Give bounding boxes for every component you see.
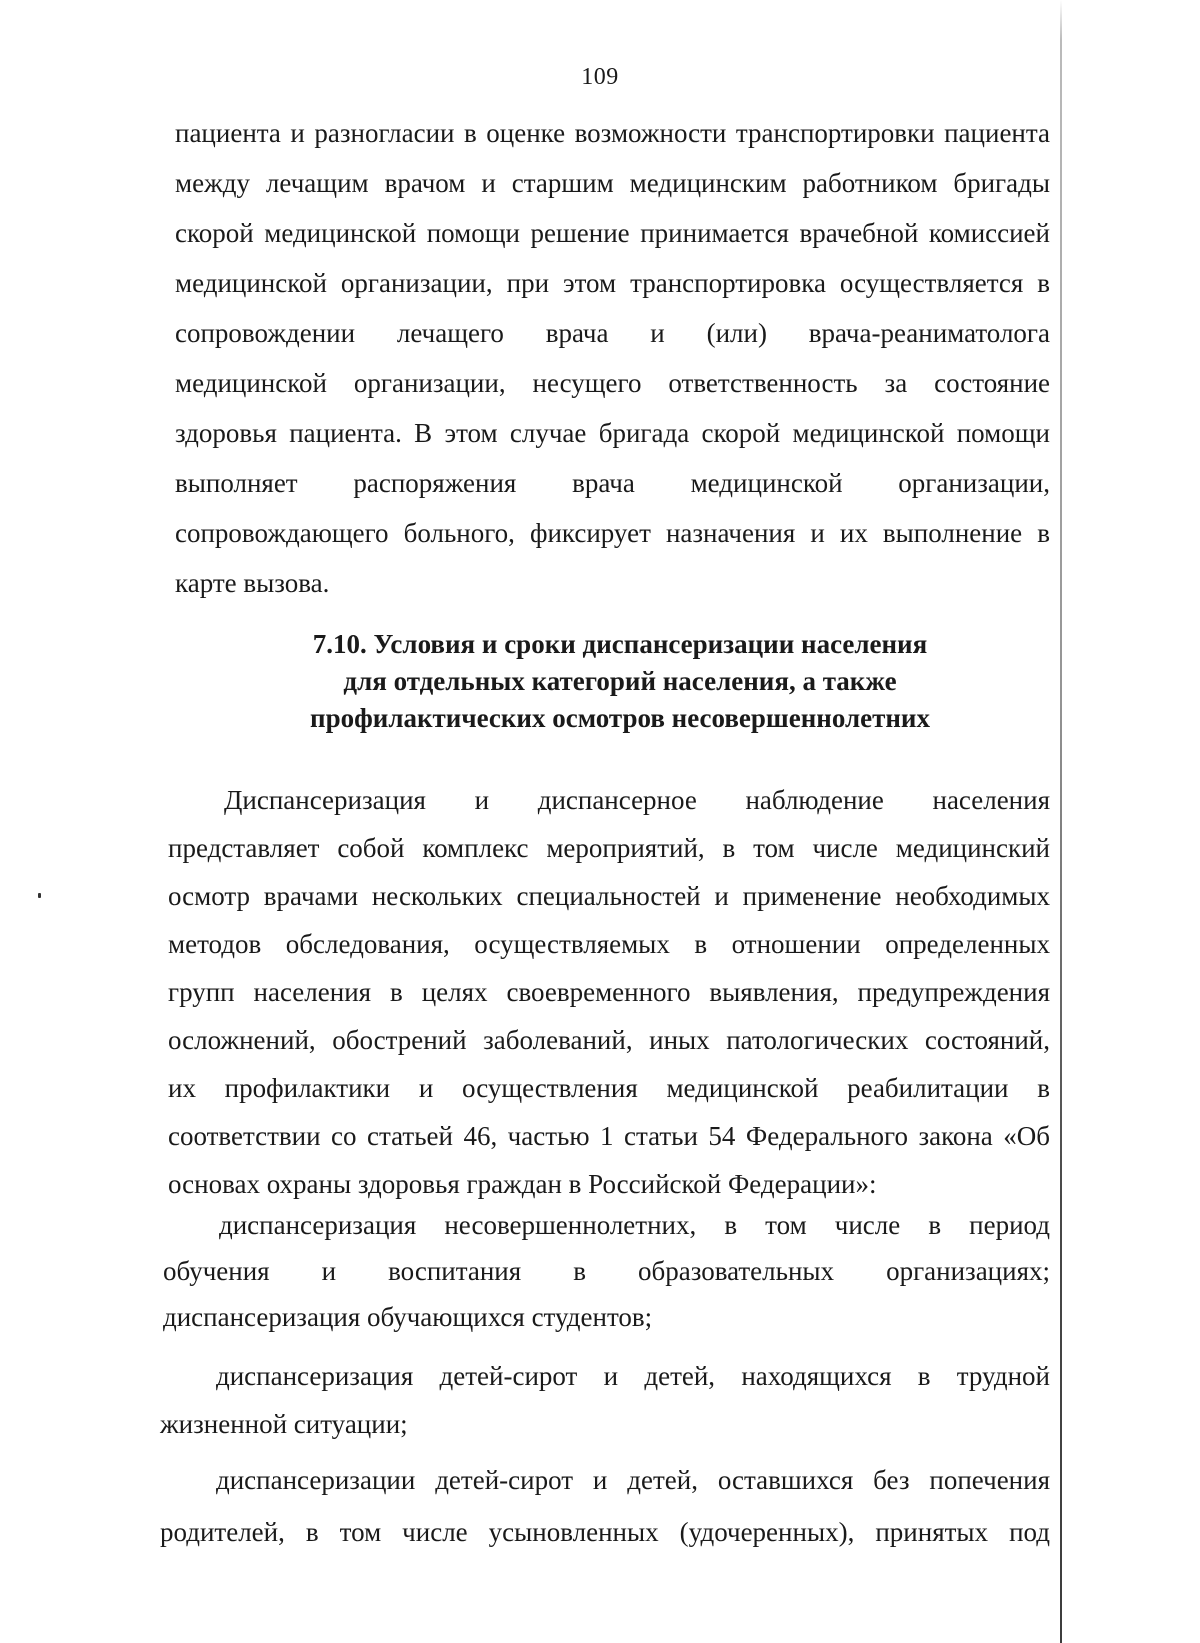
text-line: диспансеризация обучающихся студентов; [163,1302,653,1332]
text-line: жизненной ситуации; [160,1409,408,1439]
scan-margin-line [1060,0,1062,1643]
heading-line: профилактических осмотров несовершеннолетних [310,703,930,733]
text-line: осмотр врачами нескольких специальностей и применение необходимых [168,881,1050,911]
text-line: основах охраны здоровья граждан в Российской Федерации»: [168,1169,877,1199]
list-item-orphans-without-care [160,1454,1050,1558]
text-line: диспансеризация несовершеннолетних, в том числе в период [219,1210,1050,1240]
text-line: карте вызова. [175,568,330,598]
text-line: пациента и разногласии в оценке возможности транспортировки пациента [175,118,1050,148]
heading-line: 7.10. Условия и сроки диспансеризации населения [312,629,928,659]
text-line: их профилактики и осуществления медицинской реабилитации в [168,1073,1050,1103]
text-line: Диспансеризация и диспансерное наблюдение населения [224,785,1050,815]
text-line: сопровождении лечащего врача и (или) врача-реаниматолога [175,318,1050,348]
text-line: здоровья пациента. В этом случае бригада скорой медицинской помощи [175,418,1050,448]
text-line: сопровождающего больного, фиксирует назначения и их выполнение в [175,518,1050,548]
text-line: скорой медицинской помощи решение принимается врачебной комиссией [175,218,1050,248]
text-line: обучения и воспитания в образовательных организациях; [163,1256,1050,1286]
heading-line: для отдельных категорий населения, а также [343,666,897,696]
text-line: групп населения в целях своевременного выявления, предупреждения [168,977,1050,1007]
text-line: медицинской организации, при этом транспортировка осуществляется в [175,268,1050,298]
text-line: медицинской организации, несущего ответственность за состояние [175,368,1050,398]
text-line: осложнений, обострений заболеваний, иных патологических состояний, [168,1025,1050,1055]
text-line: диспансеризации детей-сирот и детей, оставшихся без попечения [216,1465,1050,1495]
text-line: между лечащим врачом и старшим медицинским работником бригады [175,168,1050,198]
scan-speck [38,893,41,898]
text-line: представляет собой комплекс мероприятий, в том числе медицинский [168,833,1050,863]
paragraph-dispensarization-definition [168,776,1050,1208]
text-line: выполняет распоряжения врача медицинской организации, [175,468,1050,498]
page-number: 109 [581,64,619,90]
text-line: родителей, в том числе усыновленных (удочеренных), принятых под [160,1517,1050,1547]
paragraph-continuation [175,108,1050,608]
text-line: соответствии со статьей 46, частью 1 статьи 54 Федерального закона «Об [168,1121,1050,1151]
list-item-minors [163,1202,1050,1340]
text-line: методов обследования, осуществляемых в отношении определенных [168,929,1050,959]
text-line: диспансеризация детей-сирот и детей, находящихся в трудной [216,1361,1050,1391]
section-heading [230,626,1010,737]
list-item-orphans-difficult [160,1352,1050,1448]
